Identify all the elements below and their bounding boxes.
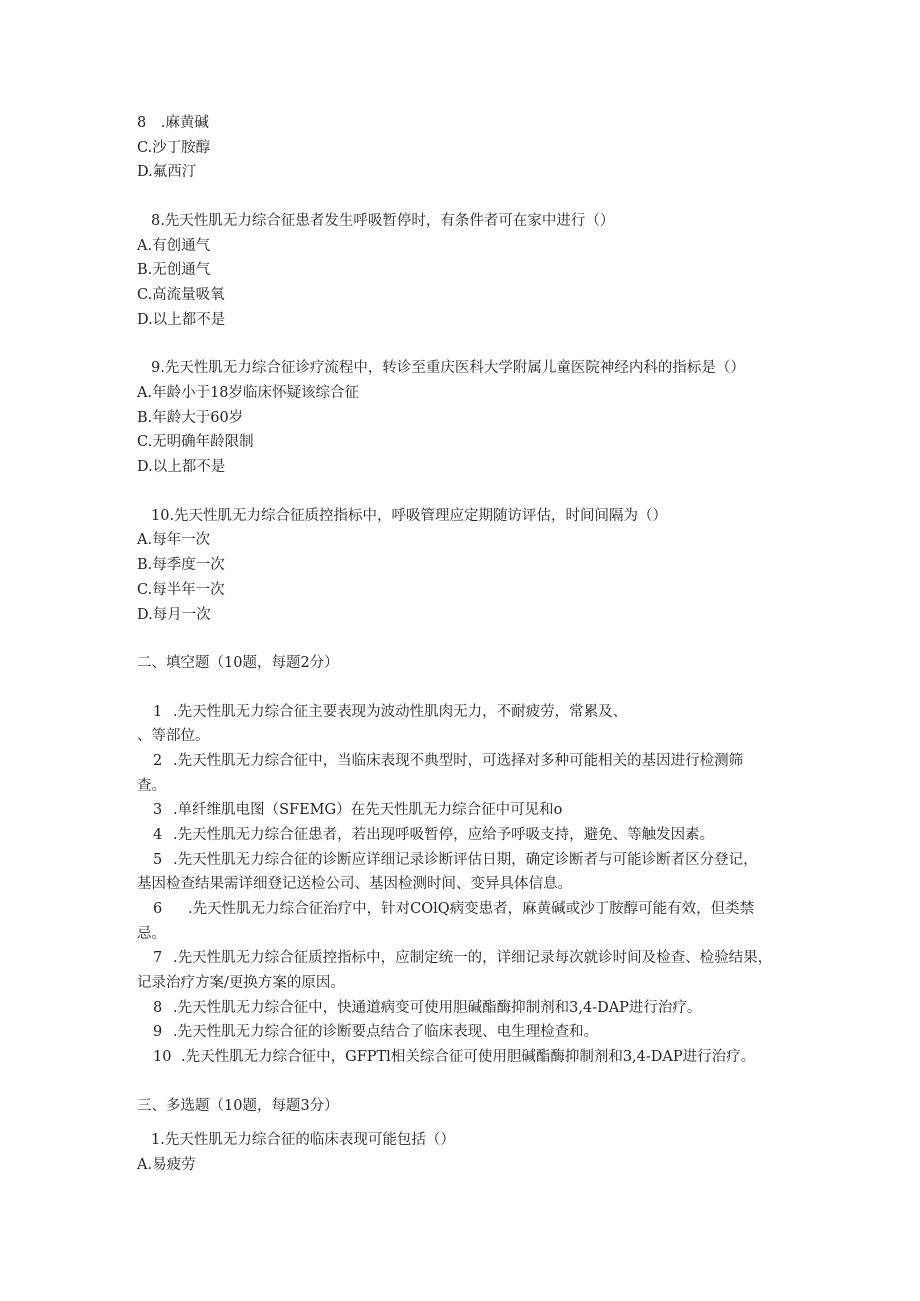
q7-option-c: C.沙丁胺醇	[137, 140, 211, 156]
fill-item-5-number: 5	[153, 852, 163, 868]
fill-item-9	[153, 1022, 598, 1042]
q9-option-a: A.年龄小于18岁临床怀疑该综合征	[137, 385, 360, 401]
fill-item-6-text: .先天性肌无力综合征治疗中，针对COlQ病变患者，麻黄碱或沙丁胺醇可能有效，但类禁	[188, 901, 755, 917]
q10-option-a: A.每年一次	[137, 532, 211, 548]
q10-option-d: D.每月一次	[137, 607, 211, 623]
section3-heading: 三、多选题（10题，每题3分）	[137, 1098, 339, 1114]
fill-item-4	[153, 825, 714, 845]
q9-option-d: D.以上都不是	[137, 459, 226, 475]
fill-item-1-number: 1	[153, 704, 163, 720]
q8-option-d: D.以上都不是	[137, 312, 226, 328]
fill-item-1	[153, 702, 627, 722]
fill-item-6	[153, 899, 754, 919]
fill-item-8-text: .先天性肌无力综合征中，快通道病变可使用胆碱酯酶抑制剂和3,4-DAP进行治疗。	[173, 1000, 702, 1016]
q7-option-b: 8 .麻黄碱	[137, 115, 209, 131]
q8-option-b: B.无创通气	[137, 262, 211, 278]
fill-item-3-number: 3	[153, 802, 163, 818]
q7-option-d: D.氟西汀	[137, 164, 197, 180]
q8-option-a: A.有创通气	[137, 238, 211, 254]
fill-item-10-text: .先天性肌无力综合征中，GFPTl相关综合征可使用胆碱酯酶抑制剂和3,4-DAP进行治疗。	[181, 1049, 756, 1065]
fill-item-4-text: .先天性肌无力综合征患者，若出现呼吸暂停，应给予呼吸支持，避免、等触发因素。	[173, 827, 715, 843]
mc-q1-option-a: A.易疲劳	[137, 1157, 196, 1173]
fill-item-5-text: .先天性肌无力综合征的诊断应详细记录诊断评估日期，确定诊断者与可能诊断者区分登记，	[173, 852, 758, 868]
fill-item-2	[153, 751, 743, 771]
section2-heading: 二、填空题（10题，每题2分）	[137, 655, 339, 671]
fill-item-10-number: 10	[153, 1049, 172, 1065]
fill-item-6-cont: 忌。	[137, 926, 166, 942]
fill-item-2-text: .先天性肌无力综合征中，当临床表现不典型时，可选择对多种可能相关的基因进行检测筛	[173, 753, 744, 769]
q9-option-b: B.年龄大于60岁	[137, 410, 244, 426]
fill-item-1-cont: 、等部位。	[137, 728, 210, 744]
q10-option-b: B.每季度一次	[137, 557, 225, 573]
mc-q1-stem: 1.先天性肌无力综合征的临床表现可能包括（）	[151, 1132, 455, 1148]
fill-item-9-text: .先天性肌无力综合征的诊断要点结合了临床表现、电生理检查和。	[173, 1024, 599, 1040]
fill-item-2-cont: 查。	[137, 778, 166, 794]
fill-item-4-number: 4	[153, 827, 163, 843]
q10-option-c: C.每半年一次	[137, 582, 225, 598]
fill-item-9-number: 9	[153, 1024, 163, 1040]
q9-stem: 9.先天性肌无力综合征诊疗流程中，转诊至重庆医科大学附属儿童医院神经内科的指标是（）	[151, 360, 745, 376]
q10-stem: 10.先天性肌无力综合征质控指标中，呼吸管理应定期随访评估，时间间隔为（）	[151, 508, 668, 524]
fill-item-6-number: 6	[153, 901, 163, 917]
fill-item-8	[153, 998, 701, 1018]
fill-item-7-number: 7	[153, 950, 163, 966]
fill-item-7-text: .先天性肌无力综合征质控指标中，应制定统一的，详细记录每次就诊时间及检查、检验结果，	[173, 950, 773, 966]
fill-item-5	[153, 850, 758, 870]
q8-stem: 8.先天性肌无力综合征患者发生呼吸暂停时，有条件者可在家中进行（）	[151, 213, 615, 229]
fill-item-7-cont: 记录治疗方案/更换方案的原因。	[137, 975, 345, 991]
q9-option-c: C.无明确年龄限制	[137, 434, 254, 450]
fill-item-2-number: 2	[153, 753, 163, 769]
q8-option-c: C.高流量吸氧	[137, 287, 225, 303]
fill-item-1-text: .先天性肌无力综合征主要表现为波动性肌肉无力，不耐疲劳，常累及、	[173, 704, 628, 720]
fill-item-5-cont: 基因检查结果需详细登记送检公司、基因检测时间、变异具体信息。	[137, 876, 572, 892]
fill-item-10	[153, 1047, 755, 1067]
fill-item-3-text: .单纤维肌电图（SFEMG）在先天性肌无力综合征中可见和o	[173, 802, 563, 818]
fill-item-8-number: 8	[153, 1000, 163, 1016]
fill-item-3	[153, 800, 562, 820]
fill-item-7	[153, 948, 772, 968]
